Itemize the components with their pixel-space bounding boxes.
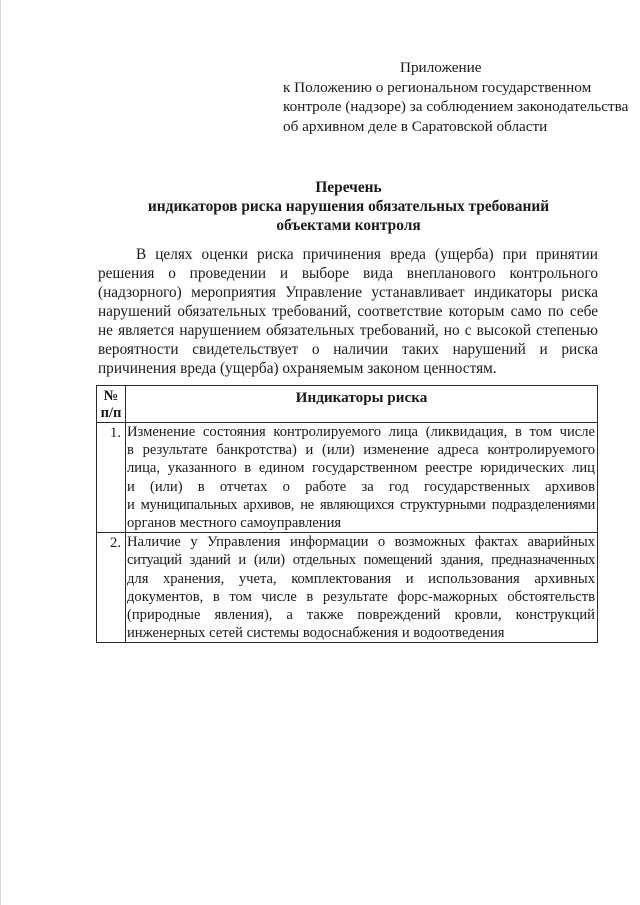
header-number-abbr: п/п bbox=[100, 405, 122, 421]
row-text-line: ситуаций зданий и (или) отдельных помещений здания, предназначенных bbox=[127, 552, 595, 569]
intro-line: причинения вреда (ущерба) охраняемым законом ценностям. bbox=[98, 360, 497, 377]
row-text-line: Изменение состояния контролируемого лица (ликвидация, в том числе bbox=[127, 424, 595, 440]
row-text-line: и муниципальных архивов, не являющихся структурными подразделениями bbox=[127, 496, 595, 513]
document-title bbox=[101, 178, 596, 235]
title-line: Перечень bbox=[315, 179, 382, 196]
row-text-line: документов, в том числе в результате форс-мажорных обстоятельств bbox=[127, 588, 595, 605]
appendix-line: контроле (надзоре) за соблюдением законодательства bbox=[283, 98, 629, 115]
table-row bbox=[97, 423, 598, 533]
row-text-line: для хранения, учета, комплектования и использования архивных bbox=[127, 570, 595, 587]
appendix-block bbox=[283, 58, 629, 136]
intro-line: В целях оценки риска причинения вреда (ущерба) при принятии bbox=[136, 246, 598, 263]
row-text-line: и (или) в отчетах о работе за год государственных архивов bbox=[127, 478, 595, 495]
row-text bbox=[126, 423, 598, 533]
risk-indicators-table bbox=[96, 385, 598, 643]
row-text-line: (природные явления), а также повреждений кровли, конструкций bbox=[127, 607, 595, 624]
row-text-line: в результате банкротства) и (или) изменение адреса контролируемого bbox=[127, 442, 595, 459]
title-line: индикаторов риска нарушения обязательных требований bbox=[147, 198, 550, 215]
row-text bbox=[126, 533, 598, 643]
intro-line: нарушений обязательных требований, соответствие которым само по себе bbox=[98, 303, 598, 320]
row-text-line: инженерных сетей системы водоснабжения и водоотведения bbox=[127, 625, 505, 642]
table-row bbox=[97, 533, 598, 643]
intro-line: не является нарушением обязательных требований, но с высокой степенью bbox=[98, 322, 598, 339]
row-number: 2. bbox=[97, 533, 126, 643]
header-number-cell bbox=[97, 386, 126, 423]
intro-line: решения о проведении и выборе вида внепланового контрольного bbox=[98, 265, 598, 282]
header-number-symbol: № bbox=[103, 388, 119, 404]
header-title-cell: Индикаторы риска bbox=[126, 386, 598, 423]
appendix-heading: Приложение bbox=[400, 59, 482, 76]
intro-line: вероятности свидетельствует о наличии таких нарушений и риска bbox=[98, 341, 598, 358]
appendix-line: к Положению о региональном государственном bbox=[283, 78, 592, 96]
row-text-line: Наличие у Управления информации о возможных фактах аварийных bbox=[127, 534, 595, 551]
row-text-line: органов местного самоуправления bbox=[127, 515, 342, 532]
intro-paragraph bbox=[98, 245, 598, 378]
title-line: объектами контроля bbox=[276, 217, 421, 234]
row-number: 1. bbox=[97, 423, 126, 533]
table-header-row bbox=[97, 386, 598, 423]
intro-line: (надзорного) мероприятия Управление устанавливает индикаторы риска bbox=[98, 284, 598, 301]
appendix-line: об архивном деле в Саратовской области bbox=[283, 117, 548, 135]
row-text-line: лица, указанного в едином государственном реестре юридических лиц bbox=[127, 460, 595, 477]
